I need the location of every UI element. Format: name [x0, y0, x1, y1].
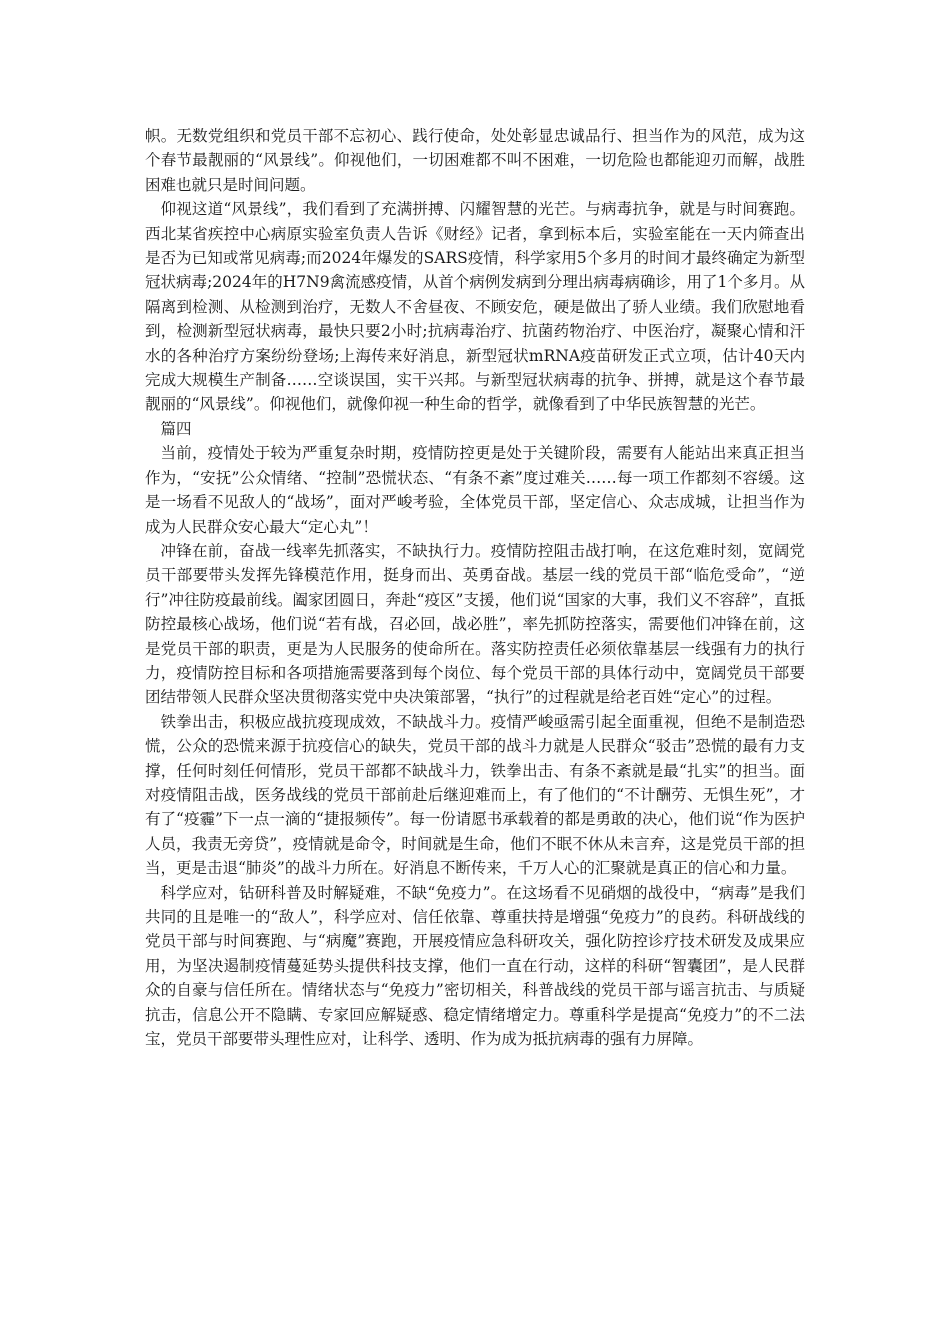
- paragraph-continuation: 帜。无数党组织和党员干部不忘初心、践行使命，处处彰显忠诚品行、担当作为的风范，成为这个春节最靓丽的“风景线”。仰视他们，一切困难都不叫不困难，一切危险也都能迎刃而解，战胜困难也就只是时间问题。: [145, 127, 805, 194]
- paragraph-scenery-line: 仰视这道“风景线”，我们看到了充满拼搏、闪耀智慧的光芒。与病毒抗争，就是与时间赛跑。西北某省疾控中心病原实验室负责人告诉《财经》记者，拿到标本后，实验室能在一天内筛查出是否为已知或常见病毒;而2024年爆发的SARS疫情，科学家用5个多月的时间才最终确定为新型冠状病毒;2024年的H7N9禽流感疫情，从首个病例发病到分理出病毒病确诊，用了1个多月。从隔离到检测、从检测到治疗，无数人不舍昼夜、不顾安危，硬是做出了骄人业绩。我们欣慰地看到，检测新型冠状病毒，最快只要2小时;抗病毒治疗、抗菌药物治疗、中医治疗，凝聚心情和汗水的各种治疗方案纷纷登场;上海传来好消息，新型冠状mRNA疫苗研发正式立项，估计40天内完成大规模生产制备……空谈误国，实干兴邦。与新型冠状病毒的抗争、拼搏，就是这个春节最靓丽的“风景线”。仰视他们，就像仰视一种生命的哲学，就像看到了中华民族智慧的光芒。: [145, 200, 805, 414]
- paragraph-intro: 当前，疫情处于较为严重复杂时期，疫情防控更是处于关键阶段，需要有人能站出来真正担当作为，“安抚”公众情绪、“控制”恐慌状态、“有条不紊”度过难关……每一项工作都刻不容缓。这是一场看不见敌人的“战场”，面对严峻考验，全体党员干部，坚定信心、众志成城，让担当作为成为人民群众安心最大“定心丸”！: [145, 444, 805, 536]
- paragraph-combat: 铁拳出击，积极应战抗疫现成效，不缺战斗力。疫情严峻亟需引起全面重视，但绝不是制造恐慌，公众的恐慌来源于抗疫信心的缺失，党员干部的战斗力就是人民群众“驳击”恐慌的最有力支撑，任何时刻任何情形，党员干部都不缺战斗力，铁拳出击、有条不紊就是最“扎实”的担当。面对疫情阻击战，医务战线的党员干部前赴后继迎难而上，有了他们的“不计酬劳、无惧生死”，才有了“疫霾”下一点一滴的“捷报频传”。每一份请愿书承载着的都是勇敢的决心，他们说“作为医护人员，我责无旁贷”，疫情就是命令，时间就是生命，他们不眠不休从未言弃，这是党员干部的担当，更是击退“肺炎”的战斗力所在。好消息不断传来，千万人心的汇聚就是真正的信心和力量。: [145, 712, 805, 878]
- paragraph-execution: 冲锋在前，奋战一线率先抓落实，不缺执行力。疫情防控阻击战打响，在这危难时刻，宽阔党员干部要带头发挥先锋模范作用，挺身而出、英勇奋战。基层一线的党员干部“临危受命”，“逆行”冲往防疫最前线。阖家团圆日，奔赴“疫区”支援，他们说“国家的大事，我们义不容辞”，直抵防控最核心战场，他们说“若有战，召必回，战必胜”，率先抓防控落实，需要他们冲锋在前，这是党员干部的职责，更是为人民服务的使命所在。落实防控责任必须依靠基层一线强有力的执行力，疫情防控目标和各项措施需要落到每个岗位、每个党员干部的具体行动中，宽阔党员干部要团结带领人民群众坚决贯彻落实党中央决策部署，“执行”的过程就是给老百姓“定心”的过程。: [145, 541, 805, 707]
- document-body: [145, 124, 805, 1051]
- paragraph-immunity: 科学应对，钻研科普及时解疑难，不缺“免疫力”。在这场看不见硝烟的战役中，“病毒”是我们共同的且是唯一的“敌人”，科学应对、信任依靠、尊重扶持是增强“免疫力”的良药。科研战线的党员干部与时间赛跑、与“病魔”赛跑，开展疫情应急科研攻关，强化防控诊疗技术研发及成果应用，为坚决遏制疫情蔓延势头提供科技支撑，他们一直在行动，这样的科研“智囊团”，是人民群众的自豪与信任所在。情绪状态与“免疫力”密切相关，科普战线的党员干部与谣言抗击、与质疑抗击，信息公开不隐瞒、专家回应解疑惑、稳定情绪增定力。尊重科学是提高“免疫力”的不二法宝，党员干部要带头理性应对，让科学、透明、作为成为抵抗病毒的强有力屏障。: [145, 883, 805, 1049]
- section-heading: 篇四: [160, 419, 192, 438]
